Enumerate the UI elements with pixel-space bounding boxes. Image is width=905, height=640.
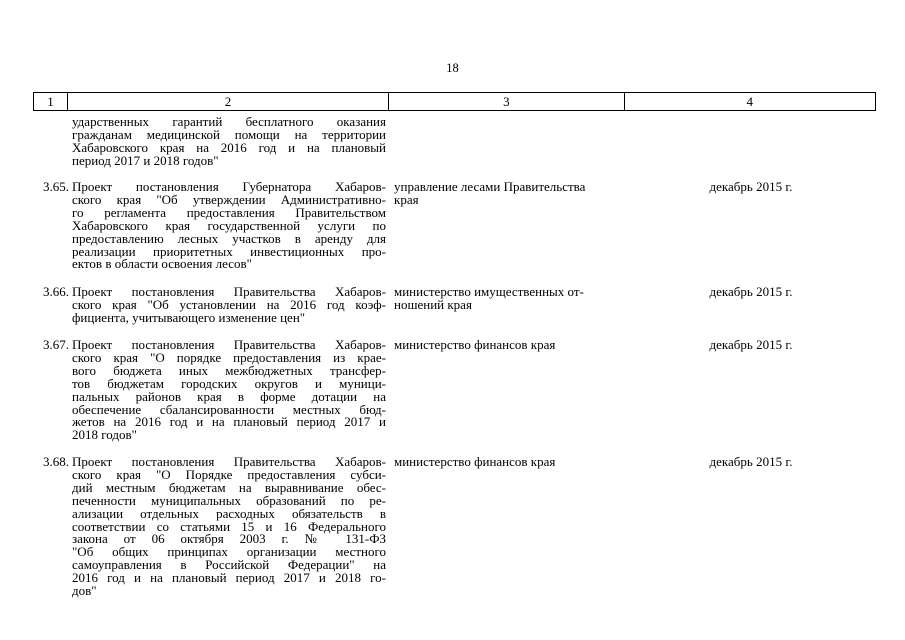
row-deadline: декабрь 2015 г. (709, 454, 793, 469)
text-line: министерство финансов края (394, 337, 556, 352)
text-line: ношений края (394, 296, 472, 312)
table-header-row (33, 92, 876, 111)
row-responsible (394, 339, 624, 352)
column-header-4: 4 (746, 94, 754, 109)
column-header-2: 2 (68, 93, 389, 110)
text-line: ализации отдельных расходных обязательств в (72, 505, 386, 521)
text-line: Хабаровского края государственной услуги по (72, 217, 386, 233)
column-header-1: 1 (34, 93, 68, 110)
text-line: ского края "О порядке предоставления из крае- (72, 349, 386, 365)
text-line: дов" (72, 583, 97, 599)
column-header-3: 3 (389, 93, 624, 110)
row-number: 3.68. (43, 454, 69, 469)
text-line: предоставлению лесных участков в аренду для (72, 230, 386, 246)
text-line: Проект постановления Правительства Хабаров- (72, 284, 386, 299)
row-description (72, 456, 386, 598)
text-line: соответствии со статьями 15 и 16 Федерального (72, 518, 386, 534)
text-line: тов бюджетам городских округов и муници- (72, 375, 386, 391)
text-line: края (394, 191, 419, 207)
row-responsible (394, 456, 624, 469)
row-deadline: декабрь 2015 г. (709, 337, 793, 352)
text-line: реализации приоритетных инвестиционных про- (72, 243, 386, 259)
text-line: Проект постановления Правительства Хабаров- (72, 337, 386, 352)
text-line: печенности муниципальных образований по ре- (72, 492, 386, 508)
text-line: жетов на 2016 год и на плановый период 2017 и (72, 414, 386, 430)
text-line: самоуправления в Российской Федерации" на (72, 557, 386, 573)
row-description (72, 339, 386, 442)
text-line: ского края "О Порядке предоставления субси- (72, 466, 386, 482)
row-responsible (394, 181, 624, 207)
text-line: период 2017 и 2018 годов" (72, 152, 219, 168)
text-line: 2018 годов" (72, 427, 137, 443)
row-description (72, 181, 386, 271)
text-line: Проект постановления Губернатора Хабаров- (72, 179, 386, 194)
row-deadline: декабрь 2015 г. (709, 179, 793, 194)
page-number: 18 (446, 61, 459, 75)
text-line: министерство имущественных от- (394, 284, 584, 299)
row-description (72, 286, 386, 325)
text-line: министерство финансов края (394, 454, 556, 469)
text-line: гражданам медицинской помощи на территории (72, 126, 386, 142)
text-line: Проект постановления Правительства Хабаров- (72, 454, 386, 469)
text-line: ского края "Об установлении на 2016 год коэф- (72, 296, 386, 312)
text-line: дий местным бюджетам на выравнивание обес- (72, 479, 386, 495)
text-line: пальных районов края в форме дотации на (72, 388, 386, 404)
row-number: 3.66. (43, 284, 69, 299)
text-line: Хабаровского края на 2016 год и на плановый (72, 139, 386, 155)
text-line: го регламента предоставления Правительством (72, 204, 386, 220)
text-line: ударственных гарантий бесплатного оказания (72, 114, 386, 129)
text-line: вого бюджета иных межбюджетных трансфер- (72, 362, 386, 378)
row-number: 3.67. (43, 337, 69, 352)
text-line: 2016 год и на плановый период 2017 и 2018 го- (72, 570, 386, 586)
continuation-text (72, 116, 386, 168)
row-deadline: декабрь 2015 г. (709, 284, 793, 299)
row-number: 3.65. (43, 179, 69, 194)
text-line: ектов в области освоения лесов" (72, 256, 252, 272)
row-responsible (394, 286, 624, 312)
text-line: ского края "Об утверждении Административно- (72, 191, 386, 207)
text-line: управление лесами Правительства (394, 179, 586, 194)
text-line: "Об общих принципах организации местного (72, 544, 386, 560)
text-line: фициента, учитывающего изменение цен" (72, 309, 306, 325)
text-line: обеспечение сбалансированности местных бюд- (72, 401, 386, 417)
text-line: закона от 06 октября 2003 г. № 131-ФЗ (72, 531, 386, 547)
